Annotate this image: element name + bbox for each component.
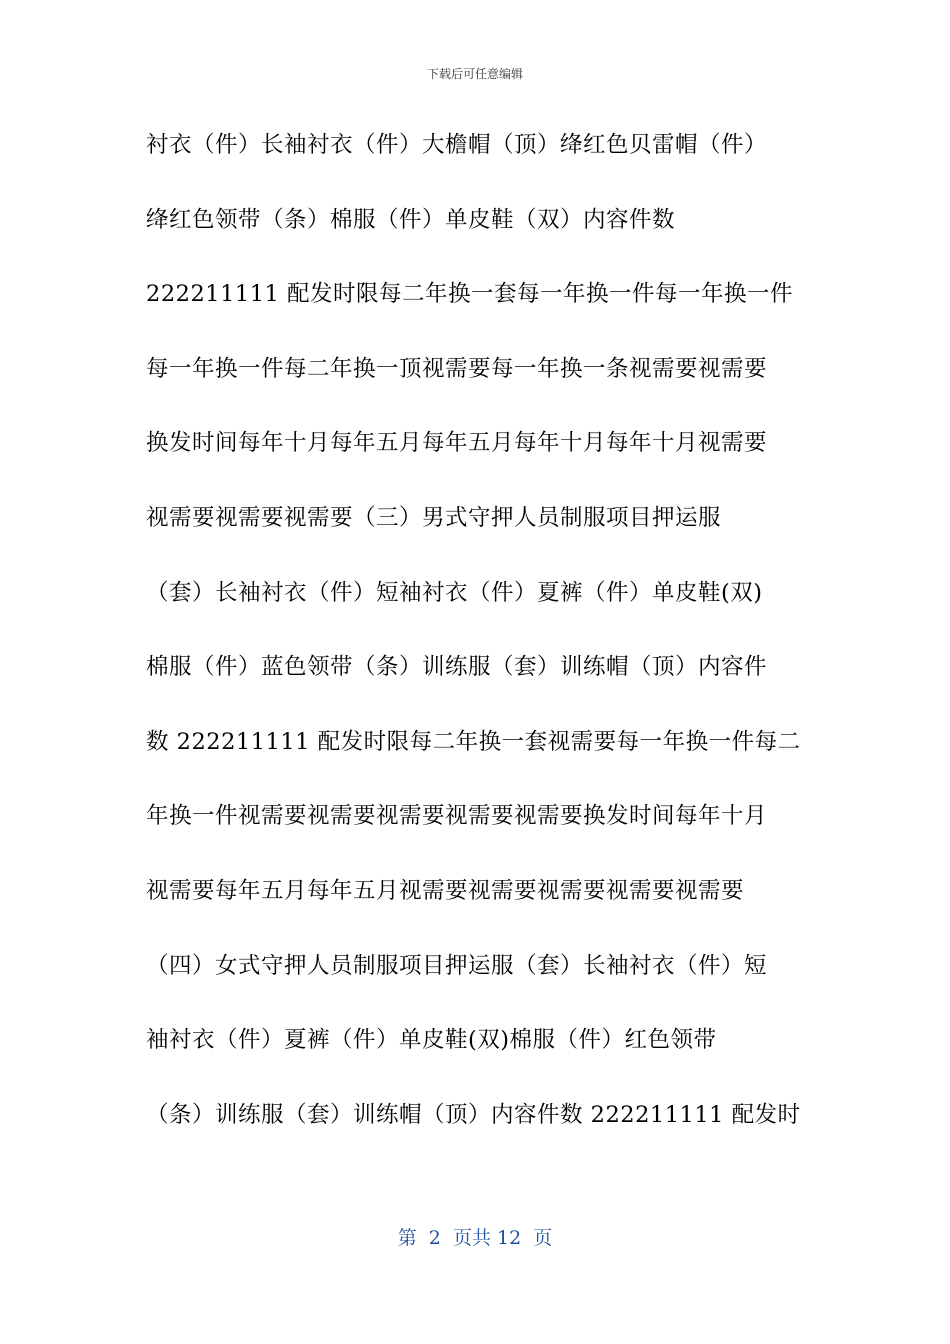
text-line: 棉服（件）蓝色领带（条）训练服（套）训练帽（顶）内容件 bbox=[146, 654, 768, 681]
text-line: （条）训练服（套）训练帽（顶）内容件数 222211111 配发时 bbox=[146, 1101, 801, 1128]
text-line: （四）女式守押人员制服项目押运服（套）长袖衬衣（件）短 bbox=[146, 952, 768, 979]
text-line: 222211111 配发时限每二年换一套每一年换一件每一年换一件 bbox=[146, 281, 793, 308]
page-header: 下载后可任意编辑 bbox=[426, 67, 523, 81]
text-line: （套）长袖衬衣（件）短袖衬衣（件）夏裤（件）单皮鞋(双) bbox=[146, 579, 763, 606]
text-line: 年换一件视需要视需要视需要视需要视需要换发时间每年十月 bbox=[146, 803, 768, 830]
page-number-footer: 第 2 页共 12 页 bbox=[397, 1227, 553, 1249]
text-line: 视需要每年五月每年五月视需要视需要视需要视需要视需要 bbox=[146, 877, 745, 904]
text-line: 每一年换一件每二年换一顶视需要每一年换一条视需要视需要 bbox=[146, 355, 768, 382]
text-line: 数 222211111 配发时限每二年换一套视需要每一年换一件每二 bbox=[146, 728, 801, 755]
text-line: 衬衣（件）长袖衬衣（件）大檐帽（顶）绛红色贝雷帽（件） bbox=[146, 132, 768, 158]
text-line: 袖衬衣（件）夏裤（件）单皮鞋(双)棉服（件）红色领带 bbox=[146, 1027, 717, 1054]
text-line: 视需要视需要视需要（三）男式守押人员制服项目押运服 bbox=[146, 504, 722, 531]
text-line: 绛红色领带（条）棉服（件）单皮鞋（双）内容件数 bbox=[146, 206, 676, 233]
text-line: 换发时间每年十月每年五月每年五月每年十月每年十月视需要 bbox=[146, 430, 768, 457]
document-body bbox=[146, 108, 806, 1152]
